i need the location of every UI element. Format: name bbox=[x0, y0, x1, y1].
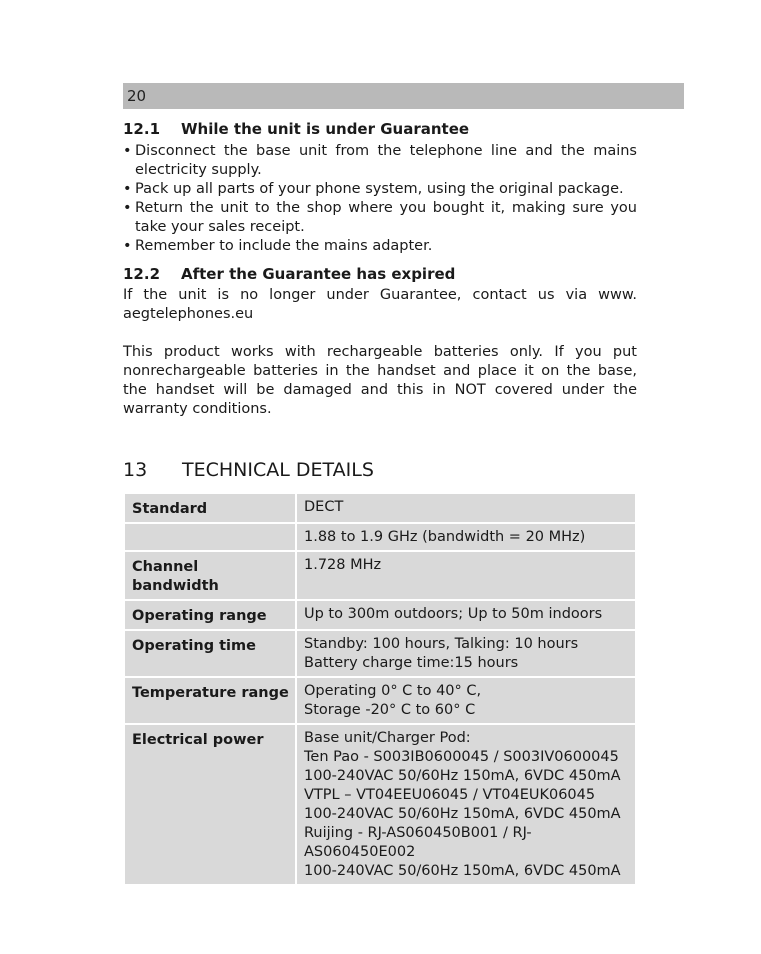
section-13-number: 13 bbox=[123, 459, 148, 481]
spec-value-line: Up to 300m outdoors; Up to 50m indoors bbox=[304, 606, 603, 622]
guarantee-expired-paragraph: If the unit is no longer under Guarantee, contact us via www. aegtelephones.eu bbox=[123, 287, 637, 322]
bullet-item: • Disconnect the base unit from the telephone line and the mains electricity supply. bbox=[123, 142, 637, 180]
guarantee-content bbox=[123, 120, 637, 419]
spec-label: Channel bandwidth bbox=[125, 552, 295, 599]
technical-details-table bbox=[123, 492, 637, 886]
spec-value bbox=[297, 725, 635, 884]
section-12-2-number: 12.2 bbox=[123, 265, 161, 283]
spec-value bbox=[297, 601, 635, 629]
battery-warning-paragraph: This product works with rechargeable batteries only. If you put nonrechargeable batteries in the handset and place it on the base, the handset will be damaged and this in NOT covered under the warranty conditions. bbox=[123, 344, 637, 417]
spec-row bbox=[125, 631, 635, 676]
section-12-1-bullets bbox=[123, 142, 637, 256]
spec-value-line: 1.88 to 1.9 GHz (bandwidth = 20 MHz) bbox=[304, 529, 586, 545]
spec-value-line: Operating 0° C to 40° C, bbox=[304, 683, 482, 699]
spec-row bbox=[125, 678, 635, 723]
spec-label: Operating range bbox=[125, 601, 295, 629]
spec-label: Electrical power bbox=[125, 725, 295, 884]
spec-value-line: VTPL – VT04EEU06045 / VT04EUK06045 bbox=[304, 787, 596, 803]
spec-value-line: 1.728 MHz bbox=[304, 557, 382, 573]
bullet-item: • Pack up all parts of your phone system, using the original package. bbox=[123, 180, 637, 199]
spec-row bbox=[125, 494, 635, 522]
section-12-2-heading bbox=[123, 265, 637, 283]
page-number: 20 bbox=[127, 87, 147, 105]
spec-value-line: Base unit/Charger Pod: bbox=[304, 730, 471, 746]
spec-value bbox=[297, 494, 635, 522]
spec-value-line: Standby: 100 hours, Talking: 10 hours bbox=[304, 636, 579, 652]
spec-row bbox=[125, 725, 635, 884]
spec-label: Standard bbox=[125, 494, 295, 522]
section-12-1-heading bbox=[123, 120, 637, 138]
spec-value bbox=[297, 524, 635, 550]
spec-value-line: 100-240VAC 50/60Hz 150mA, 6VDC 450mA bbox=[304, 768, 621, 784]
spec-value-line: Storage -20° C to 60° C bbox=[304, 702, 476, 718]
bullet-item: • Remember to include the mains adapter. bbox=[123, 237, 637, 256]
section-12-2-title: After the Guarantee has expired bbox=[181, 265, 456, 283]
section-12-1-number: 12.1 bbox=[123, 120, 161, 138]
spec-value-line: 100-240VAC 50/60Hz 150mA, 6VDC 450mA bbox=[304, 806, 621, 822]
spec-label: Temperature range bbox=[125, 678, 295, 723]
section-13-title: TECHNICAL DETAILS bbox=[182, 459, 374, 481]
technical-details-heading bbox=[123, 459, 374, 481]
spec-value-line: Ten Pao - S003IB0600045 / S003IV0600045 bbox=[304, 749, 619, 765]
spec-value-line: Ruijing - RJ-AS060450B001 / RJ-AS060450E002 bbox=[304, 825, 532, 860]
spec-label: Operating time bbox=[125, 631, 295, 676]
spec-row bbox=[125, 552, 635, 599]
bullet-item: • Return the unit to the shop where you bought it, making sure you take your sales receipt. bbox=[123, 199, 637, 237]
spec-row bbox=[125, 601, 635, 629]
spec-value bbox=[297, 631, 635, 676]
spec-value-line: DECT bbox=[304, 499, 344, 515]
header-bar bbox=[123, 83, 684, 109]
spec-value-line: 100-240VAC 50/60Hz 150mA, 6VDC 450mA bbox=[304, 863, 621, 879]
spec-value bbox=[297, 678, 635, 723]
section-12-1-title: While the unit is under Guarantee bbox=[181, 120, 470, 138]
spec-value-line: Battery charge time:15 hours bbox=[304, 655, 519, 671]
spec-value bbox=[297, 552, 635, 599]
spec-row bbox=[125, 524, 635, 550]
spec-label bbox=[125, 524, 295, 550]
